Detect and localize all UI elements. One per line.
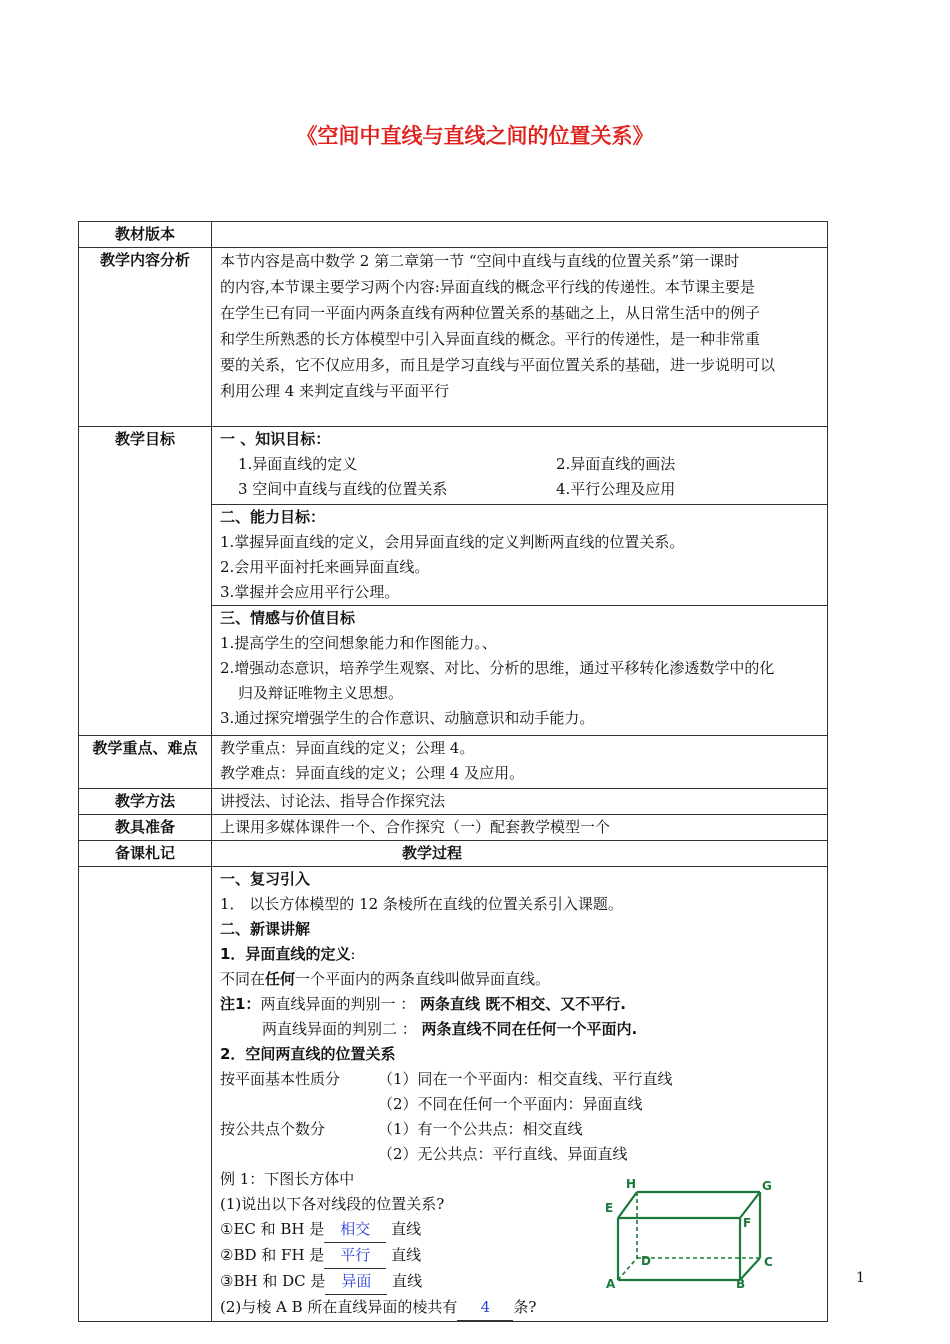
question-2-text: (2)与棱 A B 所在直线异面的棱共有 [220, 1298, 458, 1316]
classification-item: （1）同在一个平面内：相交直线、平行直线 [378, 1070, 673, 1088]
knowledge-heading: 一 、知识目标： [220, 430, 331, 448]
knowledge-item: 2.异面直线的画法 [556, 455, 676, 473]
key-point-line: 教学难点：异面直线的定义；公理 4 及应用。 [220, 764, 525, 782]
new-lesson-heading: 二、新课讲解 [220, 920, 311, 938]
vertex-label: E [605, 1201, 614, 1215]
vertex-label: A [606, 1277, 616, 1291]
answer-blank: 异面 [325, 1269, 387, 1295]
tools-value: 上课用多媒体课件一个、合作探究（一）配套教学模型一个 [212, 815, 828, 841]
definition-part: 一个平面内的两条直线叫做异面直线。 [295, 970, 551, 988]
classification-points [220, 1117, 819, 1142]
notes-label: 备课札记 [79, 841, 212, 867]
analysis-line: 利用公理 4 来判定直线与平面平行 [220, 382, 450, 400]
classification-plane [220, 1067, 819, 1092]
question-1: (1)说出以下各对线段的位置关系? [220, 1195, 445, 1213]
question-2-suffix: 条? [513, 1298, 537, 1316]
note-2 [220, 1017, 819, 1042]
knowledge-item: 1.异面直线的定义 [238, 455, 358, 473]
classification-label: 按公共点个数分 [220, 1120, 326, 1138]
goals-label: 教学目标 [79, 427, 212, 736]
pair-label: ①EC 和 BH 是 [220, 1220, 325, 1238]
notes-column [79, 867, 212, 1322]
vertex-label: C [764, 1255, 773, 1269]
definition-part: 不同在 [220, 970, 266, 988]
version-label: 教材版本 [79, 222, 212, 248]
key-point-line: 教学重点：异面直线的定义；公理 4。 [220, 739, 475, 757]
note-label: 注1： [220, 995, 261, 1013]
answer-blank: 4 [457, 1295, 513, 1321]
knowledge-item: 4.平行公理及应用 [556, 480, 676, 498]
definition-heading: 1．异面直线的定义 [220, 945, 351, 963]
vertex-label: B [736, 1277, 746, 1291]
emotion-heading: 三、情感与价值目标 [220, 609, 356, 627]
pair-suffix: 直线 [392, 1272, 423, 1290]
version-value [212, 222, 828, 248]
ability-item: 1.掌握异面直线的定义，会用异面直线的定义判断两直线的位置关系。 [220, 533, 685, 551]
knowledge-item: 3 空间中直线与直线的位置关系 [238, 480, 448, 498]
note-criterion: 两直线异面的判别一 ： [260, 995, 420, 1013]
vertex-label: D [641, 1254, 651, 1268]
note-criterion: 两直线异面的判别二 ： [262, 1020, 422, 1038]
ability-heading: 二、能力目标： [220, 508, 326, 526]
cuboid-figure [600, 1176, 780, 1292]
analysis-line: 本节内容是高中数学 2 第二章第一节 “空间中直线与直线的位置关系”第一课时 [220, 252, 740, 270]
vertex-label: F [743, 1216, 752, 1230]
emotion-item: 3.通过探究增强学生的合作意识、动脑意识和动手能力。 [220, 709, 595, 727]
key-points-label: 教学重点、难点 [79, 736, 212, 789]
pair-suffix: 直线 [391, 1220, 422, 1238]
classification-item: （2）无公共点：平行直线、异面直线 [378, 1145, 628, 1163]
vertex-label: G [762, 1179, 772, 1193]
relation-heading: 2．空间两直线的位置关系 [220, 1045, 396, 1063]
emotion-goals [212, 606, 828, 736]
cuboid-hidden-edges [618, 1192, 760, 1280]
pair-label: ②BD 和 FH 是 [220, 1246, 325, 1264]
analysis-line: 的内容,本节课主要学习两个内容:异面直线的概念平行线的传递性。本节课主要是 [220, 278, 755, 296]
lesson-plan-table [78, 221, 828, 1322]
definition-emphasis: 任何 [265, 970, 296, 988]
classification-item: （2）不同在任何一个平面内：异面直线 [378, 1095, 643, 1113]
method-value: 讲授法、讨论法、指导合作探究法 [212, 789, 828, 815]
pair-label: ③BH 和 DC 是 [220, 1272, 326, 1290]
vertex-label: H [626, 1177, 637, 1191]
page-number: 1 [856, 1270, 865, 1286]
definition-colon: : [350, 945, 356, 963]
emotion-item: 归及辩证唯物主义思想。 [238, 684, 404, 702]
definition-heading-line [220, 942, 819, 967]
classification-label: 按平面基本性质分 [220, 1070, 341, 1088]
analysis-label: 教学内容分析 [79, 248, 212, 427]
process-heading: 教学过程 [212, 841, 828, 867]
cuboid-edges [618, 1192, 760, 1280]
emotion-item: 1.提高学生的空间想象能力和作图能力。、 [220, 634, 497, 652]
analysis-line: 和学生所熟悉的长方体模型中引入异面直线的概念。平行的传递性，是一种非常重 [220, 330, 761, 348]
review-item: 1． 以长方体模型的 12 条棱所在直线的位置关系引入课题。 [220, 895, 623, 913]
tools-label: 教具准备 [79, 815, 212, 841]
definition-text [220, 967, 819, 992]
review-heading: 一、复习引入 [220, 870, 311, 888]
analysis-text [212, 248, 828, 427]
knowledge-goals [212, 427, 828, 505]
key-points-text [212, 736, 828, 789]
pair-suffix: 直线 [391, 1246, 422, 1264]
note-1 [220, 992, 819, 1017]
answer-blank: 平行 [324, 1243, 386, 1269]
analysis-line: 在学生已有同一平面内两条直线有两种位置关系的基础之上，从日常生活中的例子 [220, 304, 761, 322]
ability-item: 3.掌握并会应用平行公理。 [220, 583, 400, 601]
answer-blank: 相交 [324, 1217, 386, 1243]
ability-item: 2.会用平面衬托来画异面直线。 [220, 558, 430, 576]
note-statement: 两条直线不同在任何一个平面内. [421, 1020, 638, 1038]
note-statement: 两条直线 既不相交、又不平行. [419, 995, 626, 1013]
question-2 [220, 1295, 819, 1321]
document-title: 《空间中直线与直线之间的位置关系》 [296, 124, 654, 148]
example-heading: 例 1：下图长方体中 [220, 1170, 355, 1188]
analysis-line: 要的关系，它不仅应用多，而且是学习直线与平面位置关系的基础，进一步说明可以 [220, 356, 776, 374]
classification-item: （1）有一个公共点：相交直线 [378, 1120, 583, 1138]
emotion-item: 2.增强动态意识，培养学生观察、对比、分析的思维，通过平移转化渗透数学中的化 [220, 659, 775, 677]
ability-goals [212, 505, 828, 606]
method-label: 教学方法 [79, 789, 212, 815]
